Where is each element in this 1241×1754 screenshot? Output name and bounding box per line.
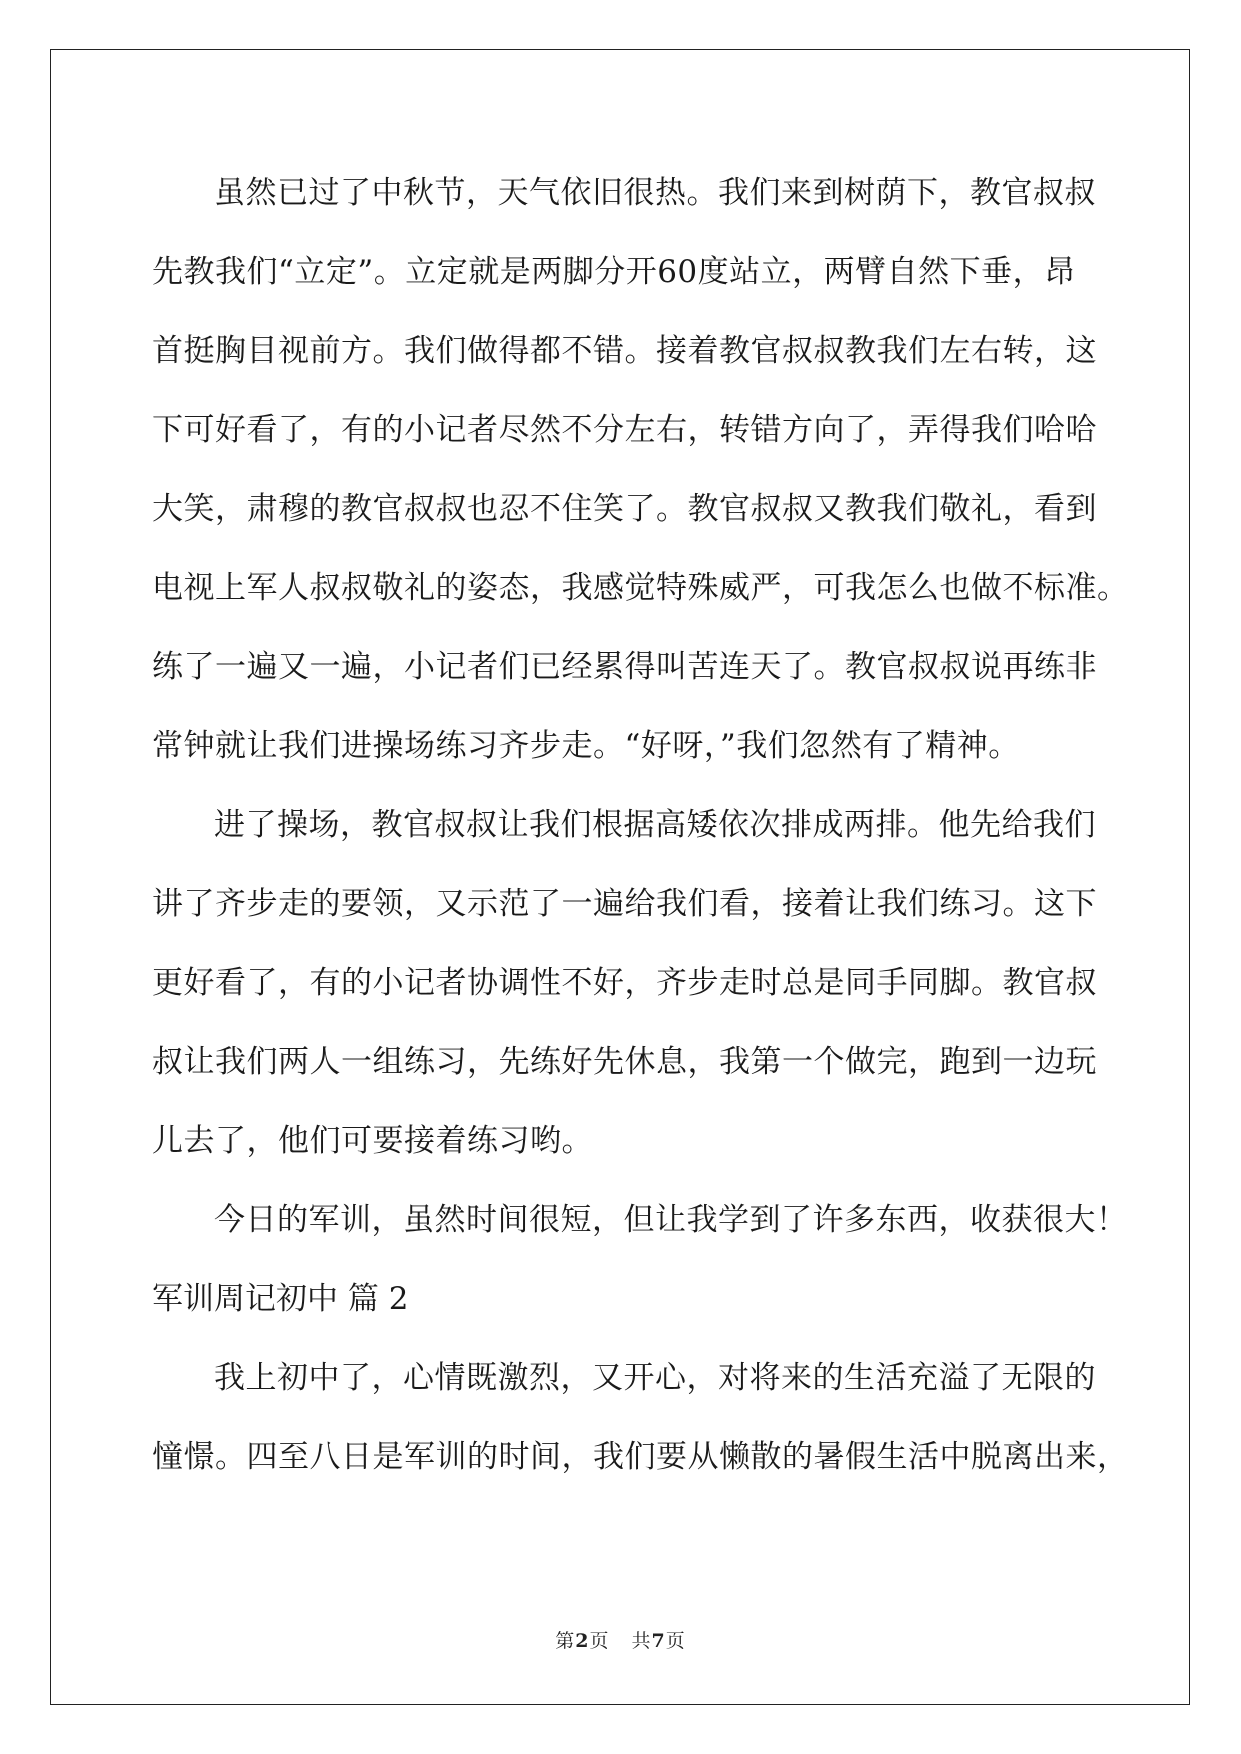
paragraph-line: 更好看了，有的小记者协调性不好，齐步走时总是同手同脚。教官叔 [152, 965, 1097, 1001]
footer-total-suffix: 页 [665, 1630, 686, 1652]
paragraph-line: 讲了齐步走的要领，又示范了一遍给我们看，接着让我们练习。这下 [152, 886, 1097, 922]
total-pages-number: 7 [651, 1630, 666, 1652]
footer-total-prefix: 共 [631, 1630, 652, 1652]
paragraph-line: 虽然已过了中秋节，天气依旧很热。我们来到树荫下，教官叔叔 [214, 175, 1096, 211]
paragraph-line: 练了一遍又一遍，小记者们已经累得叫苦连天了。教官叔叔说再练非 [152, 649, 1097, 685]
paragraph-line: 先教我们“立定”。立定就是两脚分开60度站立，两臂自然下垂，昂 [152, 254, 1076, 290]
paragraph-line: 我上初中了，心情既激烈，又开心，对将来的生活充溢了无限的 [214, 1360, 1096, 1396]
paragraph-line: 憧憬。四至八日是军训的时间，我们要从懒散的暑假生活中脱离出来， [152, 1439, 1129, 1475]
paragraph-line: 儿去了，他们可要接着练习哟。 [152, 1123, 593, 1159]
paragraph-line: 电视上军人叔叔敬礼的姿态，我感觉特殊威严，可我怎么也做不标准。 [152, 570, 1129, 606]
paragraph-line: 进了操场，教官叔叔让我们根据高矮依次排成两排。他先给我们 [214, 807, 1096, 843]
page-footer [0, 1626, 1241, 1653]
paragraph-line: 大笑，肃穆的教官叔叔也忍不住笑了。教官叔叔又教我们敬礼，看到 [152, 491, 1097, 527]
paragraph-line: 叔让我们两人一组练习，先练好先休息，我第一个做完，跑到一边玩 [152, 1044, 1097, 1080]
paragraph-line: 首挺胸目视前方。我们做得都不错。接着教官叔叔教我们左右转，这 [152, 333, 1097, 369]
paragraph-line: 下可好看了，有的小记者尽然不分左右，转错方向了，弄得我们哈哈 [152, 412, 1097, 448]
footer-prefix: 第 [555, 1630, 576, 1652]
paragraph-line: 常钟就让我们进操场练习齐步走。“好呀，”我们忽然有了精神。 [152, 728, 1020, 764]
paragraph-line: 今日的军训，虽然时间很短，但让我学到了许多东西，收获很大！ [214, 1202, 1128, 1238]
document-body [152, 162, 1129, 1505]
section-heading: 军训周记初中 篇 2 [152, 1281, 409, 1317]
footer-page-suffix: 页 [589, 1630, 610, 1652]
current-page-number: 2 [575, 1630, 590, 1652]
